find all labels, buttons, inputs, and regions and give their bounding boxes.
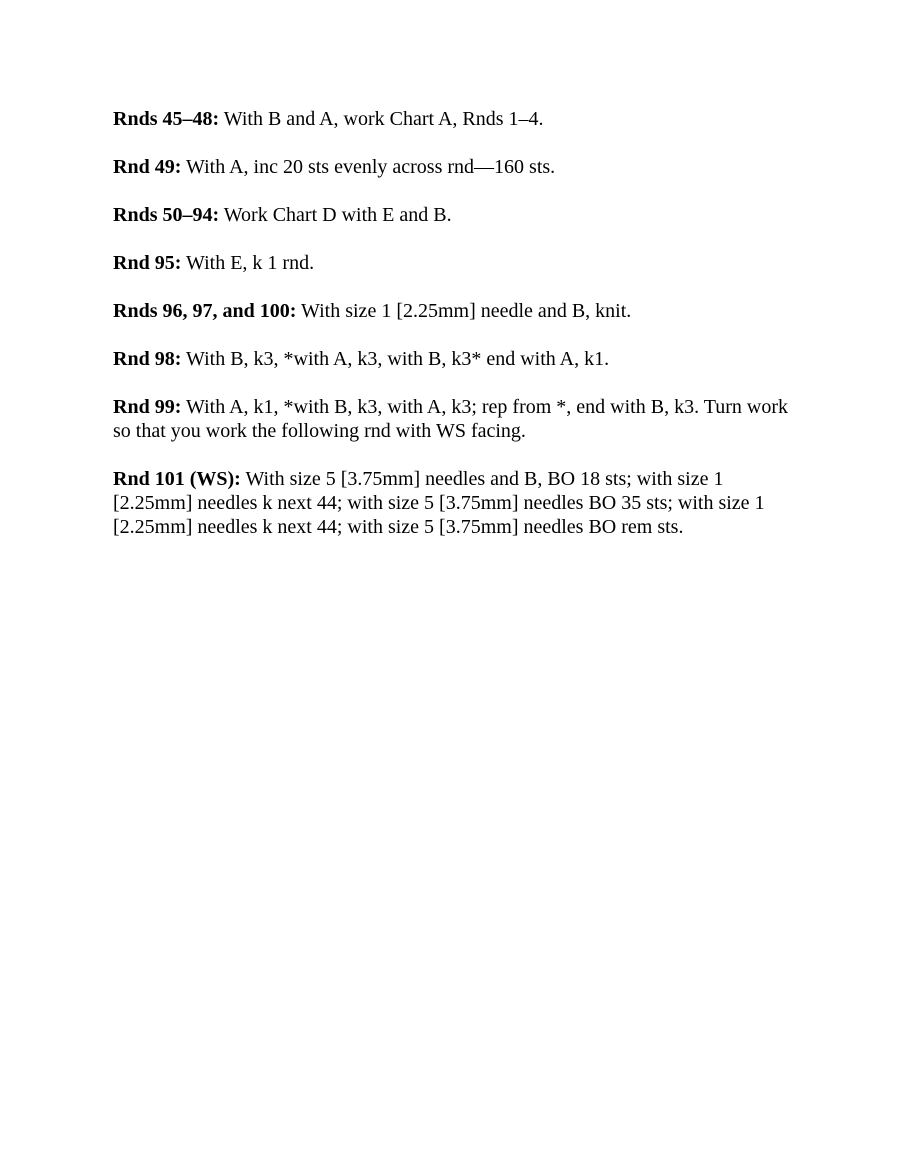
instruction-rnd-101 bbox=[113, 467, 793, 539]
instruction-rnd-95 bbox=[113, 251, 793, 275]
instruction-text: With A, inc 20 sts evenly across rnd—160 sts. bbox=[186, 156, 556, 178]
instruction-label: Rnds 50–94: bbox=[113, 204, 220, 226]
instruction-text: With E, k 1 rnd. bbox=[186, 252, 315, 274]
instruction-text: With B, k3, *with A, k3, with B, k3* end with A, k1. bbox=[186, 348, 610, 370]
document-page bbox=[113, 107, 793, 563]
instruction-label: Rnd 101 (WS): bbox=[113, 468, 241, 490]
instruction-rnds-96-97-100 bbox=[113, 299, 793, 323]
instruction-rnds-50-94 bbox=[113, 203, 793, 227]
instruction-text: Work Chart D with E and B. bbox=[223, 204, 452, 226]
instruction-text: With B and A, work Chart A, Rnds 1–4. bbox=[223, 108, 544, 130]
instruction-text: With size 1 [2.25mm] needle and B, knit. bbox=[301, 300, 632, 322]
instruction-text: With A, k1, *with B, k3, with A, k3; rep from *, end with B, k3. Turn work so that you work the following rnd with WS facing. bbox=[113, 396, 788, 442]
instruction-label: Rnds 45–48: bbox=[113, 108, 220, 130]
instruction-label: Rnd 95: bbox=[113, 252, 182, 274]
instruction-rnds-45-48 bbox=[113, 107, 793, 131]
instruction-rnd-98 bbox=[113, 347, 793, 371]
instruction-rnd-49 bbox=[113, 155, 793, 179]
instruction-text: With size 5 [3.75mm] needles and B, BO 18 sts; with size 1 [2.25mm] needles k next 44; with size 5 [3.75mm] needles BO 35 sts; with size 1 [2.25mm] needles k next 44; with size 5 [3.75mm] needles BO rem sts. bbox=[113, 468, 765, 538]
instruction-rnd-99 bbox=[113, 395, 793, 443]
instruction-label: Rnd 49: bbox=[113, 156, 182, 178]
instruction-label: Rnds 96, 97, and 100: bbox=[113, 300, 297, 322]
instruction-label: Rnd 98: bbox=[113, 348, 182, 370]
instruction-label: Rnd 99: bbox=[113, 396, 182, 418]
